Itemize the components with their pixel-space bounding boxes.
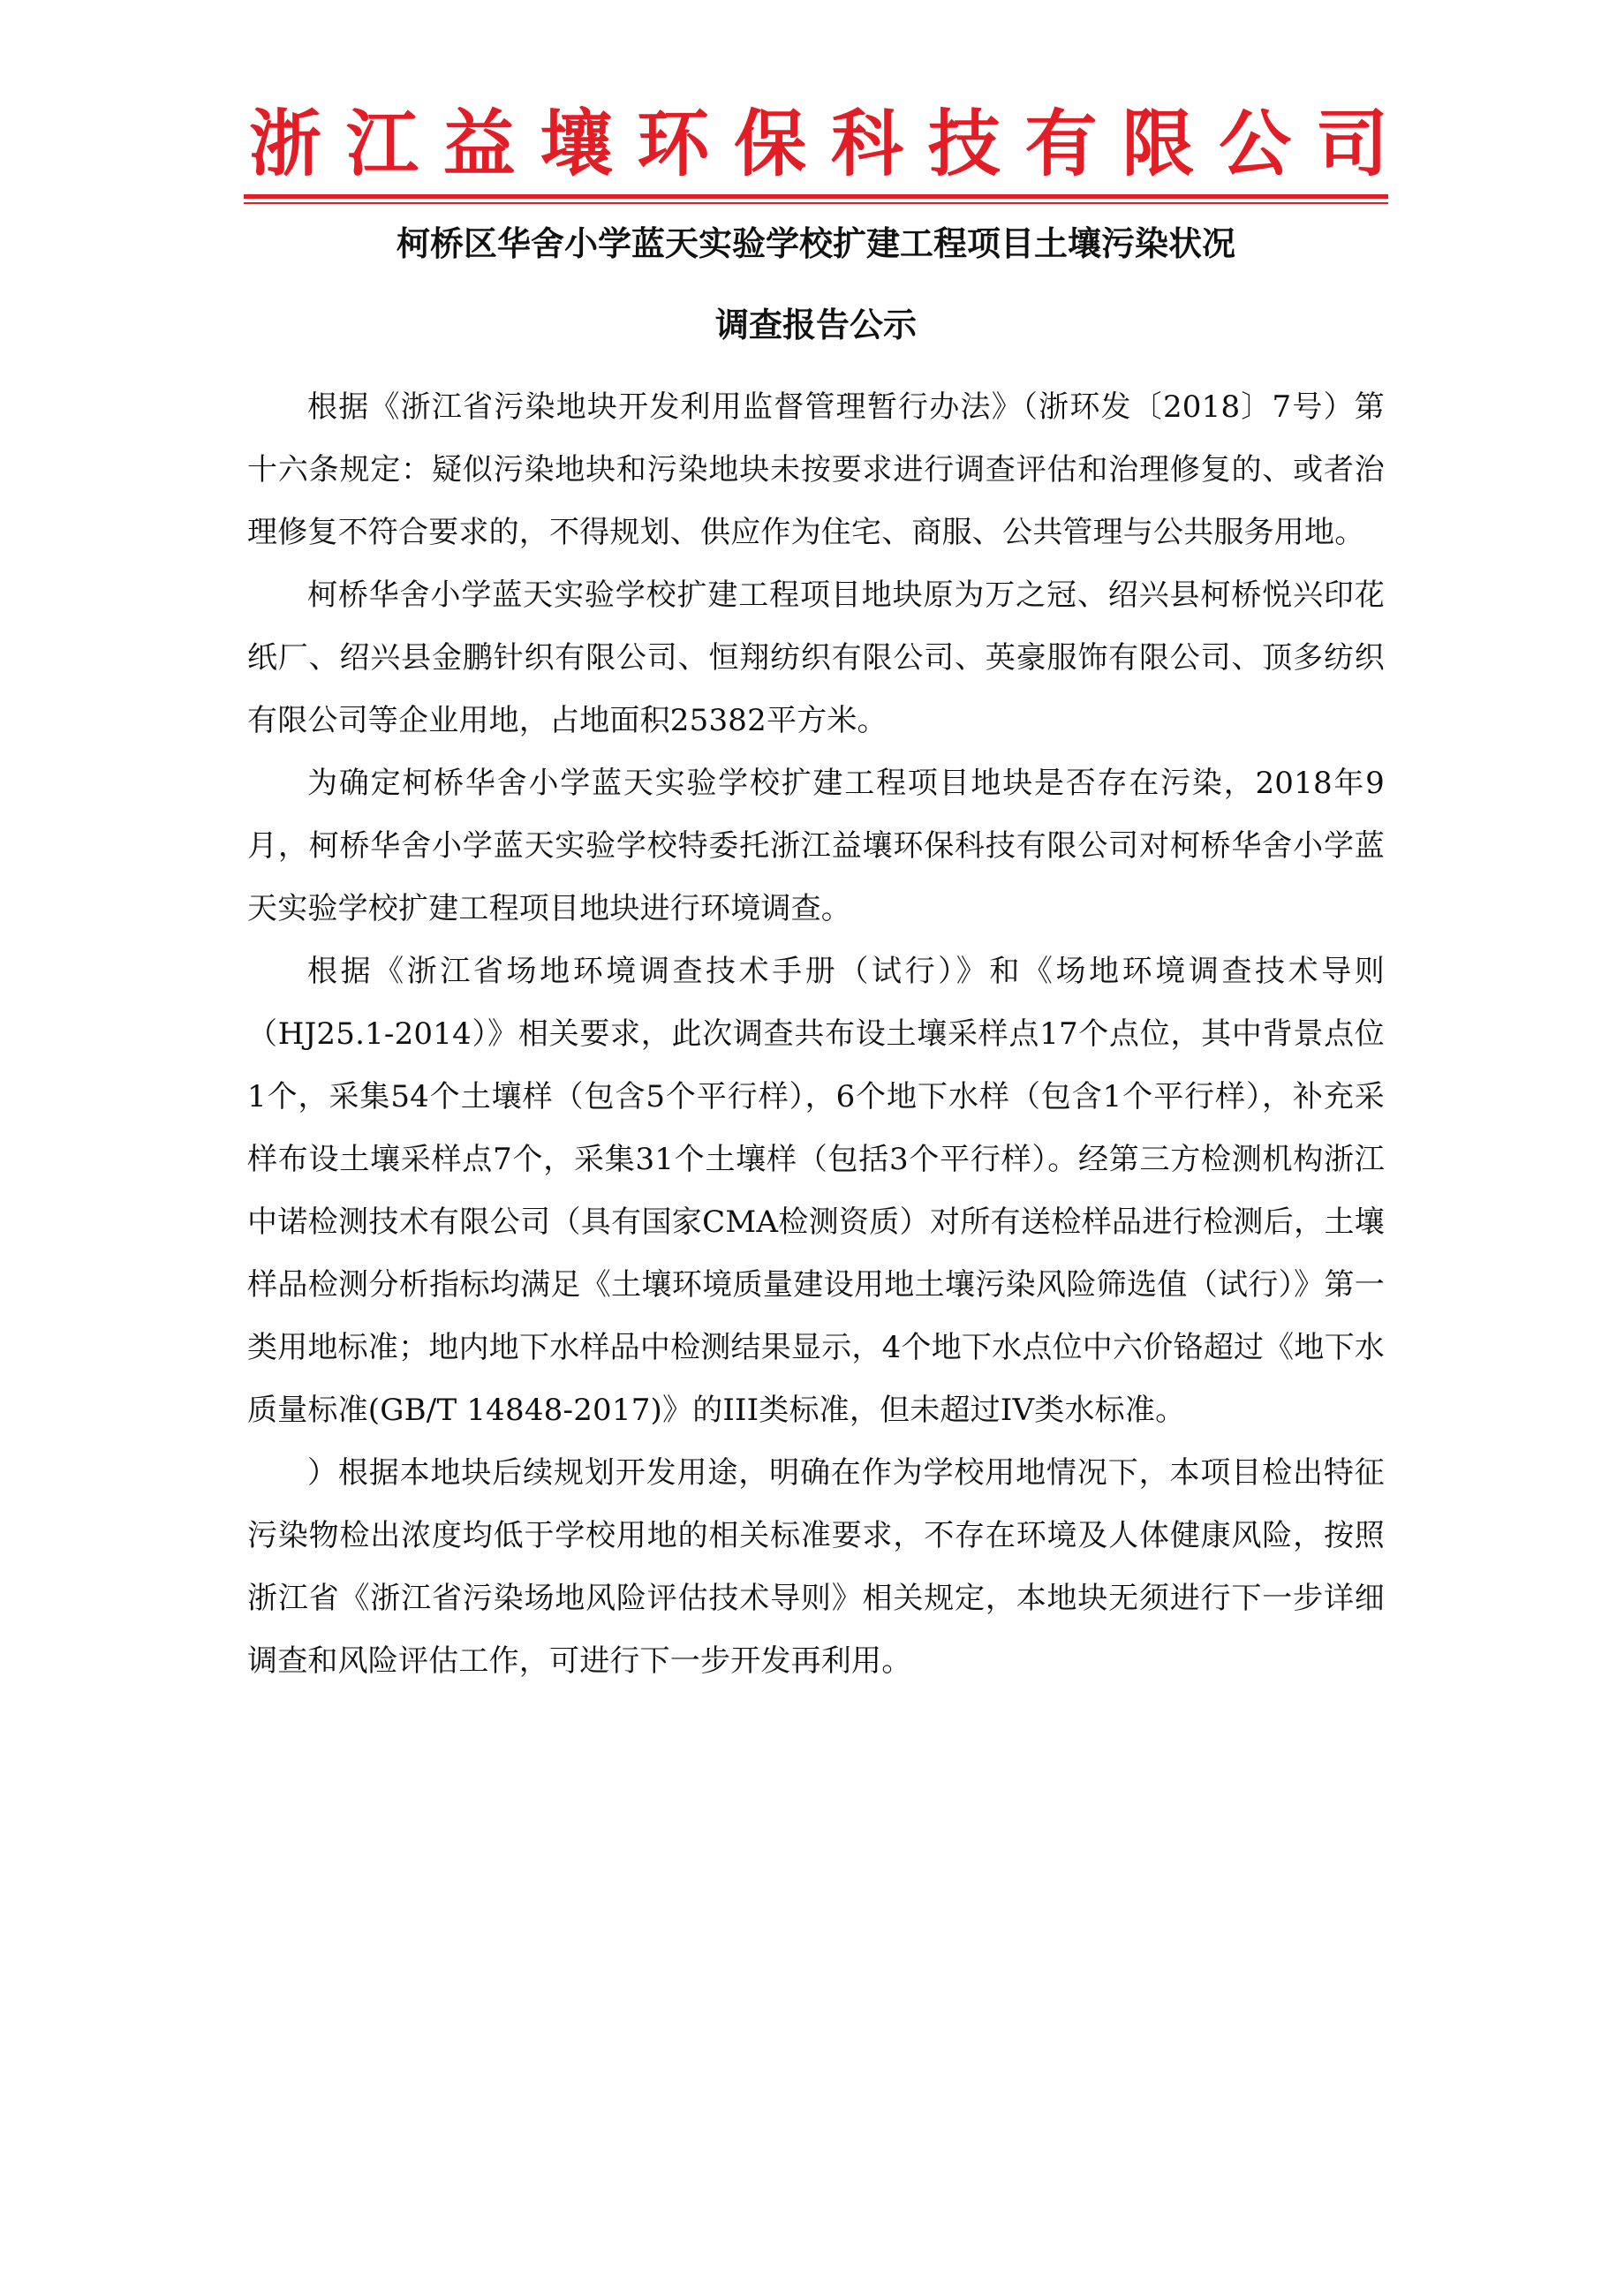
document-body [247, 376, 1385, 1693]
letterhead-divider-thin [244, 202, 1388, 204]
letterhead-char: 有 [1024, 102, 1098, 186]
paragraph: 为确定柯桥华舍小学蓝天实验学校扩建工程项目地块是否存在污染，2018年9月，柯桥华舍小学蓝天实验学校特委托浙江益壤环保科技有限公司对柯桥华舍小学蓝天实验学校扩建工程项目地块进行环境调查。 [247, 766, 1385, 926]
paragraph: 柯桥华舍小学蓝天实验学校扩建工程项目地块原为万之冠、绍兴县柯桥悦兴印花纸厂、绍兴县金鹏针织有限公司、恒翔纺织有限公司、英豪服饰有限公司、顶多纺织有限公司等企业用地，占地面积25382平方米。 [247, 578, 1385, 738]
letterhead-char: 壤 [540, 102, 613, 186]
paragraph: ）根据本地块后续规划开发用途，明确在作为学校用地情况下，本项目检出特征污染物检出浓度均低于学校用地的相关标准要求，不存在环境及人体健康风险，按照浙江省《浙江省污染场地风险评估技术导则》相关规定，本地块无须进行下一步详细调查和风险评估工作，可进行下一步开发再利用。 [247, 1455, 1385, 1679]
document-title-line-2: 调查报告公示 [714, 306, 917, 344]
letterhead-char: 益 [442, 102, 516, 186]
company-letterhead [249, 95, 1388, 193]
letterhead-char: 公 [1219, 102, 1292, 186]
document-title-line-1: 柯桥区华舍小学蓝天实验学校扩建工程项目土壤污染状况 [396, 224, 1235, 263]
letterhead-char: 浙 [249, 102, 322, 186]
letterhead-char: 环 [637, 102, 710, 186]
letterhead-char: 江 [345, 102, 419, 186]
letterhead-char: 限 [1122, 102, 1195, 186]
letterhead-char: 司 [1315, 102, 1388, 186]
letterhead-char: 保 [734, 102, 807, 186]
letterhead-char: 技 [927, 102, 1001, 186]
letterhead-divider-thick [244, 194, 1388, 199]
paragraph: 根据《浙江省场地环境调查技术手册（试行）》和《场地环境调查技术导则（HJ25.1-2014）》相关要求，此次调查共布设土壤采样点17个点位，其中背景点位1个，采集54个土壤样（包含5个平行样），6个地下水样（包含1个平行样），补充采样布设土壤采样点7个，采集31个土壤样（包括3个平行样）。经第三方检测机构浙江中诺检测技术有限公司（具有国家CMA检测资质）对所有送检样品进行检测后，土壤样品检测分析指标均满足《土壤环境质量建设用地土壤污染风险筛选值（试行）》第一类用地标准；地内地下水样品中检测结果显示，4个地下水点位中六价铬超过《地下水质量标准(GB/T 14848-2017)》的III类标准，但未超过IV类水标准。 [247, 954, 1385, 1428]
letterhead-char: 科 [830, 102, 903, 186]
paragraph: 根据《浙江省污染地块开发利用监督管理暂行办法》（浙环发〔2018〕7号）第十六条规定：疑似污染地块和污染地块未按要求进行调查评估和治理修复的、或者治理修复不符合要求的，不得规划、供应作为住宅、商服、公共管理与公共服务用地。 [247, 389, 1385, 550]
